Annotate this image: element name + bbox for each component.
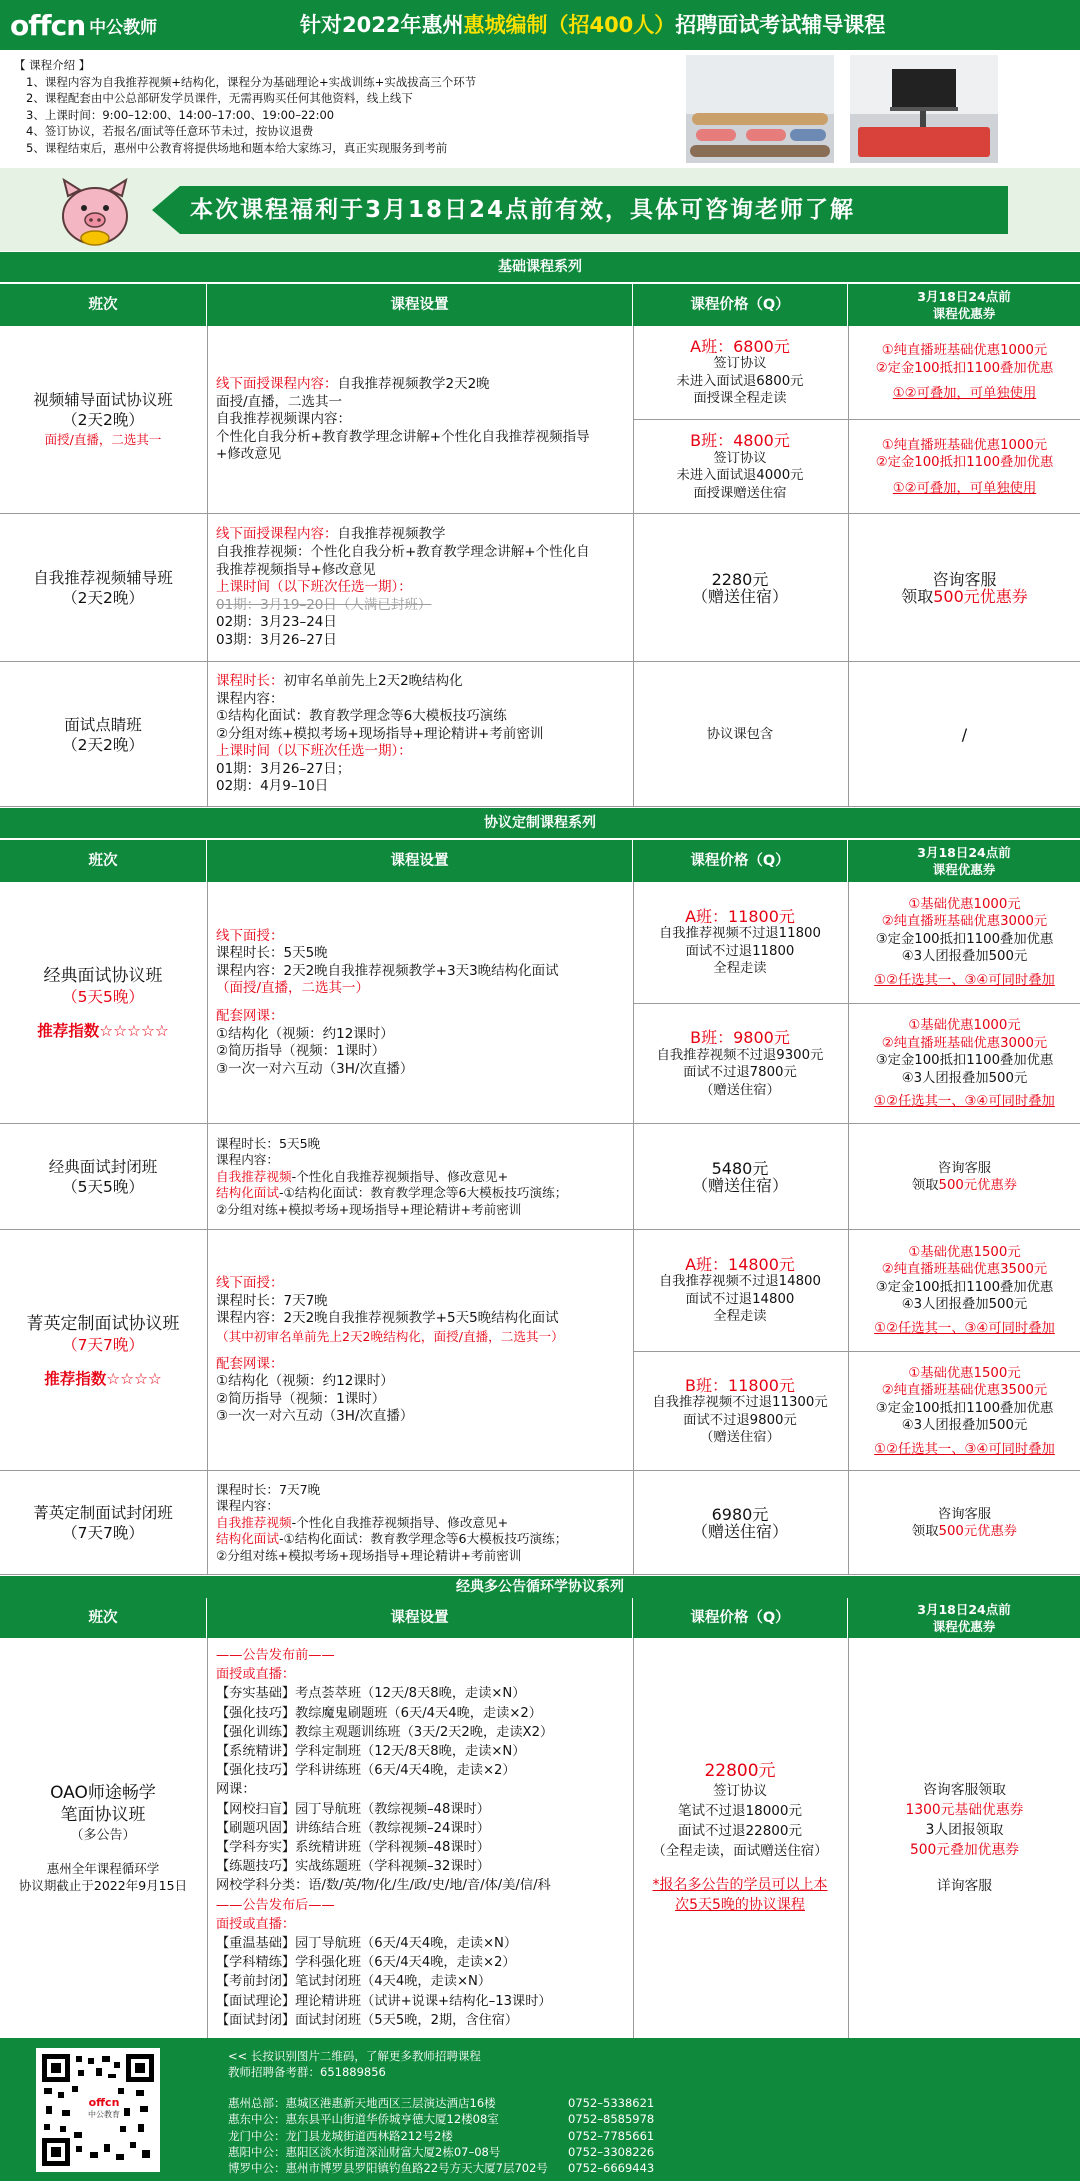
header-col-class: 班次	[0, 840, 207, 882]
table-row	[0, 882, 1080, 1124]
offcn-logo	[10, 4, 157, 46]
qr-caption: 中公教育	[88, 2110, 120, 2119]
table-row	[0, 1638, 1080, 2038]
intro-line-3: 3、上课时间：9:00–12:00、14:00–17:00、19:00–22:00	[26, 107, 335, 122]
header-bar	[0, 0, 1080, 50]
section-oao: 经典多公告循环学协议系列	[0, 1576, 1080, 1598]
intro-line-5: 5、课程结束后，惠州中公教育将提供场地和题本给大家练习，真正实现服务到考前	[26, 140, 448, 155]
header-col-benefit: 3月18日24点前 课程优惠券	[917, 845, 1011, 877]
class-name: 面试点睛班 （2天2晚）	[62, 715, 144, 754]
logo-mark: offcn	[10, 8, 86, 42]
qr-code[interactable]	[36, 2048, 160, 2172]
price-a: A班：6800元 签订协议 未进入面试退6800元 面授课全程走读	[676, 336, 804, 406]
class-name: 经典面试协议班 （5天5晚） 推荐指数☆☆☆☆☆	[37, 966, 169, 1040]
course-setting: 课程时长：5天5晚 课程内容： 自我推荐视频-个性化自我推荐视频指导、修改意见+ 结构化面试-①结构化面试：教育教学理念等6大模板技巧演练； ②分组对练+模拟考场+现场指导+理论精讲+考前密训	[216, 1135, 568, 1217]
benefit: 咨询客服 领取500元优惠券	[901, 569, 1028, 606]
header-col-price: 课程价格（Q）	[633, 284, 848, 326]
table-row	[0, 514, 1080, 662]
price: 5480元 （赠送住宿）	[691, 1158, 788, 1195]
banner-text: 本次课程福利于3月18日24点前有效，具体可咨询老师了解	[190, 197, 856, 223]
class-name: 菁英定制面试协议班 （7天7晚） 推荐指数☆☆☆☆	[26, 1313, 180, 1388]
table-row	[0, 326, 1080, 514]
header-col-price: 课程价格（Q）	[633, 840, 848, 882]
footer-scan-tip: << 长按识别图片二维码，了解更多教师招聘课程	[228, 2049, 481, 2063]
price-b: B班：11800元 自我推荐视频不过退11300元 面试不过退9800元 （赠送住宿）	[652, 1375, 828, 1445]
intro-line-4: 4、签订协议，若报名/面试等任意环节未过，按协议退费	[26, 124, 314, 139]
title-pre: 针对2022年惠州	[300, 13, 464, 37]
table-header-oao	[0, 1598, 1080, 1638]
benefit-b: ①基础优惠1500元 ②纯直播班基础优惠3500元 ③定金100抵扣1100叠加优惠 ④3人团报叠加500元 ①②任选其一、③④可同时叠加	[874, 1365, 1055, 1457]
header-col-setting: 课程设置	[207, 284, 633, 326]
page-title	[300, 0, 885, 50]
center-row: 惠阳中公：惠阳区淡水街道深汕财富大厦2栋07–08号 0752–3308226	[228, 2145, 655, 2160]
footer	[0, 2038, 1080, 2181]
class-name: 自我推荐视频辅导班 （2天2晚）	[33, 569, 173, 607]
course-setting: 线下面授课程内容：自我推荐视频教学 自我推荐视频：个性化自我分析+教育教学理念讲解+个性化自 我推荐视频指导+修改意见 上课时间（以下班次任选一期）： 01期：3月19–20日（人满已封班） 02期：3月23–24日 03期：3月26–27日	[216, 526, 590, 648]
logo-cn: 中公教师	[89, 17, 158, 38]
benefit: /	[961, 724, 968, 744]
header-col-price: 课程价格（Q）	[633, 1598, 848, 1638]
price: 22800元 签订协议 笔试不过退18000元 面试不过退22800元 （全程走读，面试赠送住宿） *报名多公告的学员可以上本 次5天5晚的协议课程	[652, 1761, 828, 1913]
qr-logo: offcn	[88, 2096, 120, 2109]
classroom-photo-2	[850, 55, 998, 163]
contact-info	[228, 2048, 654, 2177]
benefit-a: ①基础优惠1000元 ②纯直播班基础优惠3000元 ③定金100抵扣1100叠加优惠 ④3人团报叠加500元 ①②任选其一、③④可同时叠加	[874, 896, 1055, 988]
course-setting: 课程时长：初审名单前先上2天2晚结构化 课程内容： ①结构化面试：教育教学理念等6大模板技巧演练 ②分组对练+模拟考场+现场指导+理论精讲+考前密训 上课时间（以下班次任选一期）： 01期：3月26–27日； 02期：4月9–10日	[216, 672, 544, 795]
class-name: 视频辅导面试协议班 （2天2晚） 面授/直播，二选其一	[33, 391, 173, 447]
header-col-setting: 课程设置	[207, 1598, 633, 1638]
header-col-benefit: 3月18日24点前 课程优惠券	[917, 289, 1011, 321]
table-header-basic	[0, 284, 1080, 326]
price: 6980元 （赠送住宿）	[691, 1504, 788, 1541]
section-basic: 基础课程系列	[0, 252, 1080, 282]
price-b: B班：4800元 签订协议 未进入面试退4000元 面授课赠送住宿	[676, 431, 804, 501]
header-col-class: 班次	[0, 1598, 207, 1638]
price: 协议课包含	[706, 726, 774, 742]
table-row	[0, 1471, 1080, 1575]
footer-group: 教师招聘备考群：651889856	[228, 2065, 386, 2080]
center-row: 博罗中公：惠州市博罗县罗阳镇钓鱼路22号方天大厦7层702号 0752–6669443	[228, 2161, 655, 2176]
price-b: B班：9800元 自我推荐视频不过退9300元 面试不过退7800元 （赠送住宿）	[656, 1028, 824, 1098]
table-row	[0, 662, 1080, 807]
price: 2280元 （赠送住宿）	[691, 569, 788, 606]
benefit-a: ①基础优惠1500元 ②纯直播班基础优惠3500元 ③定金100抵扣1100叠加优惠 ④3人团报叠加500元 ①②任选其一、③④可同时叠加	[874, 1244, 1055, 1336]
header-col-benefit: 3月18日24点前 课程优惠券	[917, 1602, 1011, 1634]
course-setting: 线下面授： 课程时长：5天5晚 课程内容：2天2晚自我推荐视频教学+3天3晚结构化面试 （面授/直播，二选其一） 配套网课： ①结构化（视频：约12课时） ②简历指导（视频：1课时） ③一次一对六互动（3H/次直播）	[216, 927, 559, 1077]
title-post: 招聘面试考试辅导课程	[675, 13, 886, 37]
course-setting: 课程时长：7天7晚 课程内容： 自我推荐视频-个性化自我推荐视频指导、修改意见+ 结构化面试-①结构化面试：教育教学理念等6大模板技巧演练； ②分组对练+模拟考场+现场指导+理论精讲+考前密训	[216, 1481, 568, 1563]
benefit-b: ①纯直播班基础优惠1000元 ②定金100抵扣1100叠加优惠 ①②可叠加，可单独使用	[875, 437, 1054, 496]
table-row	[0, 1124, 1080, 1230]
benefit: 咨询客服领取 1300元基础优惠券 3人团报领取 500元叠加优惠券 详询客服	[905, 1782, 1024, 1894]
benefit-b: ①基础优惠1000元 ②纯直播班基础优惠3000元 ③定金100抵扣1100叠加优惠 ④3人团报叠加500元 ①②任选其一、③④可同时叠加	[874, 1018, 1055, 1110]
table-row	[0, 1230, 1080, 1471]
table-header-agreement	[0, 840, 1080, 882]
header-col-class: 班次	[0, 284, 207, 326]
promo-banner	[0, 168, 1080, 251]
center-row: 惠东中公：惠东县平山街道华侨城亨德大厦12楼08室 0752–8585978	[228, 2112, 655, 2127]
class-name: 菁英定制面试封闭班 （7天7晚）	[33, 1504, 173, 1542]
center-row: 惠州总部：惠城区港惠新天地西区三层演达酒店16楼 0752–5338621	[228, 2095, 655, 2110]
center-row: 龙门中公：龙门县龙城街道西林路212号2楼 0752–7785661	[228, 2128, 655, 2143]
course-setting: ——公告发布前—— 面授或直播： 【夯实基础】考点荟萃班（12天/8天8晚，走读×N） 【强化技巧】教综魔鬼刷题班（6天/4天4晚，走读×2） 【强化训练】教综主观题训练班（3天/2天2晚，走读X2） 【系统精讲】学科定制班（12天/8天8晚，走读×N） 【强化技巧】学科讲练班（6天/4天4晚，走读×2） 网课： 【网校扫盲】园丁导航班（教综视频–48课时） 【刷题巩固】讲练结合班（教综视频–24课时） 【学科夯实】系统精讲班（学科视频–48课时） 【练题技巧】实战练题班（学科视频–32课时） 网校学科分类：语/数/英/物/化/生/政/史/地/音/体/美/信/科 ——公告发布后—— 面授或直播： 【重温基础】园丁导航班（6天/4天4晚，走读×N） 【学科精练】学科强化班（6天/4天4晚，走读×2） 【考前封闭】笔试封闭班（4天4晚，走读×N） 【面试理论】理论精讲班（试讲+说课+结构化–13课时） 【面试封闭】面试封闭班（5天5晚，2期，含住宿）	[216, 1647, 554, 2028]
course-setting: 线下面授课程内容：自我推荐视频教学2天2晚 面授/直播，二选其一 自我推荐视频课内容： 个性化自我分析+教育教学理念讲解+个性化自我推荐视频指导 +修改意见	[216, 376, 590, 463]
benefit-a: ①纯直播班基础优惠1000元 ②定金100抵扣1100叠加优惠 ①②可叠加，可单独使用	[875, 343, 1054, 402]
pig-mascot-icon	[50, 174, 140, 252]
intro-heading: 【 课程介绍 】	[14, 58, 91, 72]
course-intro	[0, 50, 1080, 168]
price-a: A班：11800元 自我推荐视频不过退11800 面试不过退11800 全程走读	[659, 906, 821, 976]
title-highlight: 惠城编制（招400人）	[463, 13, 676, 37]
price-a: A班：14800元 自我推荐视频不过退14800 面试不过退14800 全程走读	[659, 1254, 821, 1324]
intro-line-2: 2、课程配套由中公总部研发学员课件，无需再购买任何其他资料，线上线下	[26, 91, 413, 106]
benefit: 咨询客服 领取500元优惠券	[911, 1160, 1018, 1193]
benefit: 咨询客服 领取500元优惠券	[911, 1506, 1018, 1539]
header-col-setting: 课程设置	[207, 840, 633, 882]
class-name: OAO师途畅学 笔面协议班 （多公告） 惠州全年课程循环学 协议期截止于2022年9月15日	[18, 1783, 188, 1893]
intro-line-1: 1、课程内容为自我推荐视频+结构化，课程分为基础理论+实战训练+实战拔高三个环节	[26, 74, 477, 89]
classroom-photo-1	[686, 55, 834, 163]
course-setting: 线下面授： 课程时长：7天7晚 课程内容：2天2晚自我推荐视频教学+5天5晚结构化面试 （其中初审名单前先上2天2晚结构化，面授/直播，二选其一） 配套网课： ①结构化（视频：约12课时） ②简历指导（视频：1课时） ③一次一对六互动（3H/次直播）	[216, 1275, 564, 1425]
class-name: 经典面试封闭班 （5天5晚）	[48, 1158, 158, 1196]
section-agreement: 协议定制课程系列	[0, 808, 1080, 838]
